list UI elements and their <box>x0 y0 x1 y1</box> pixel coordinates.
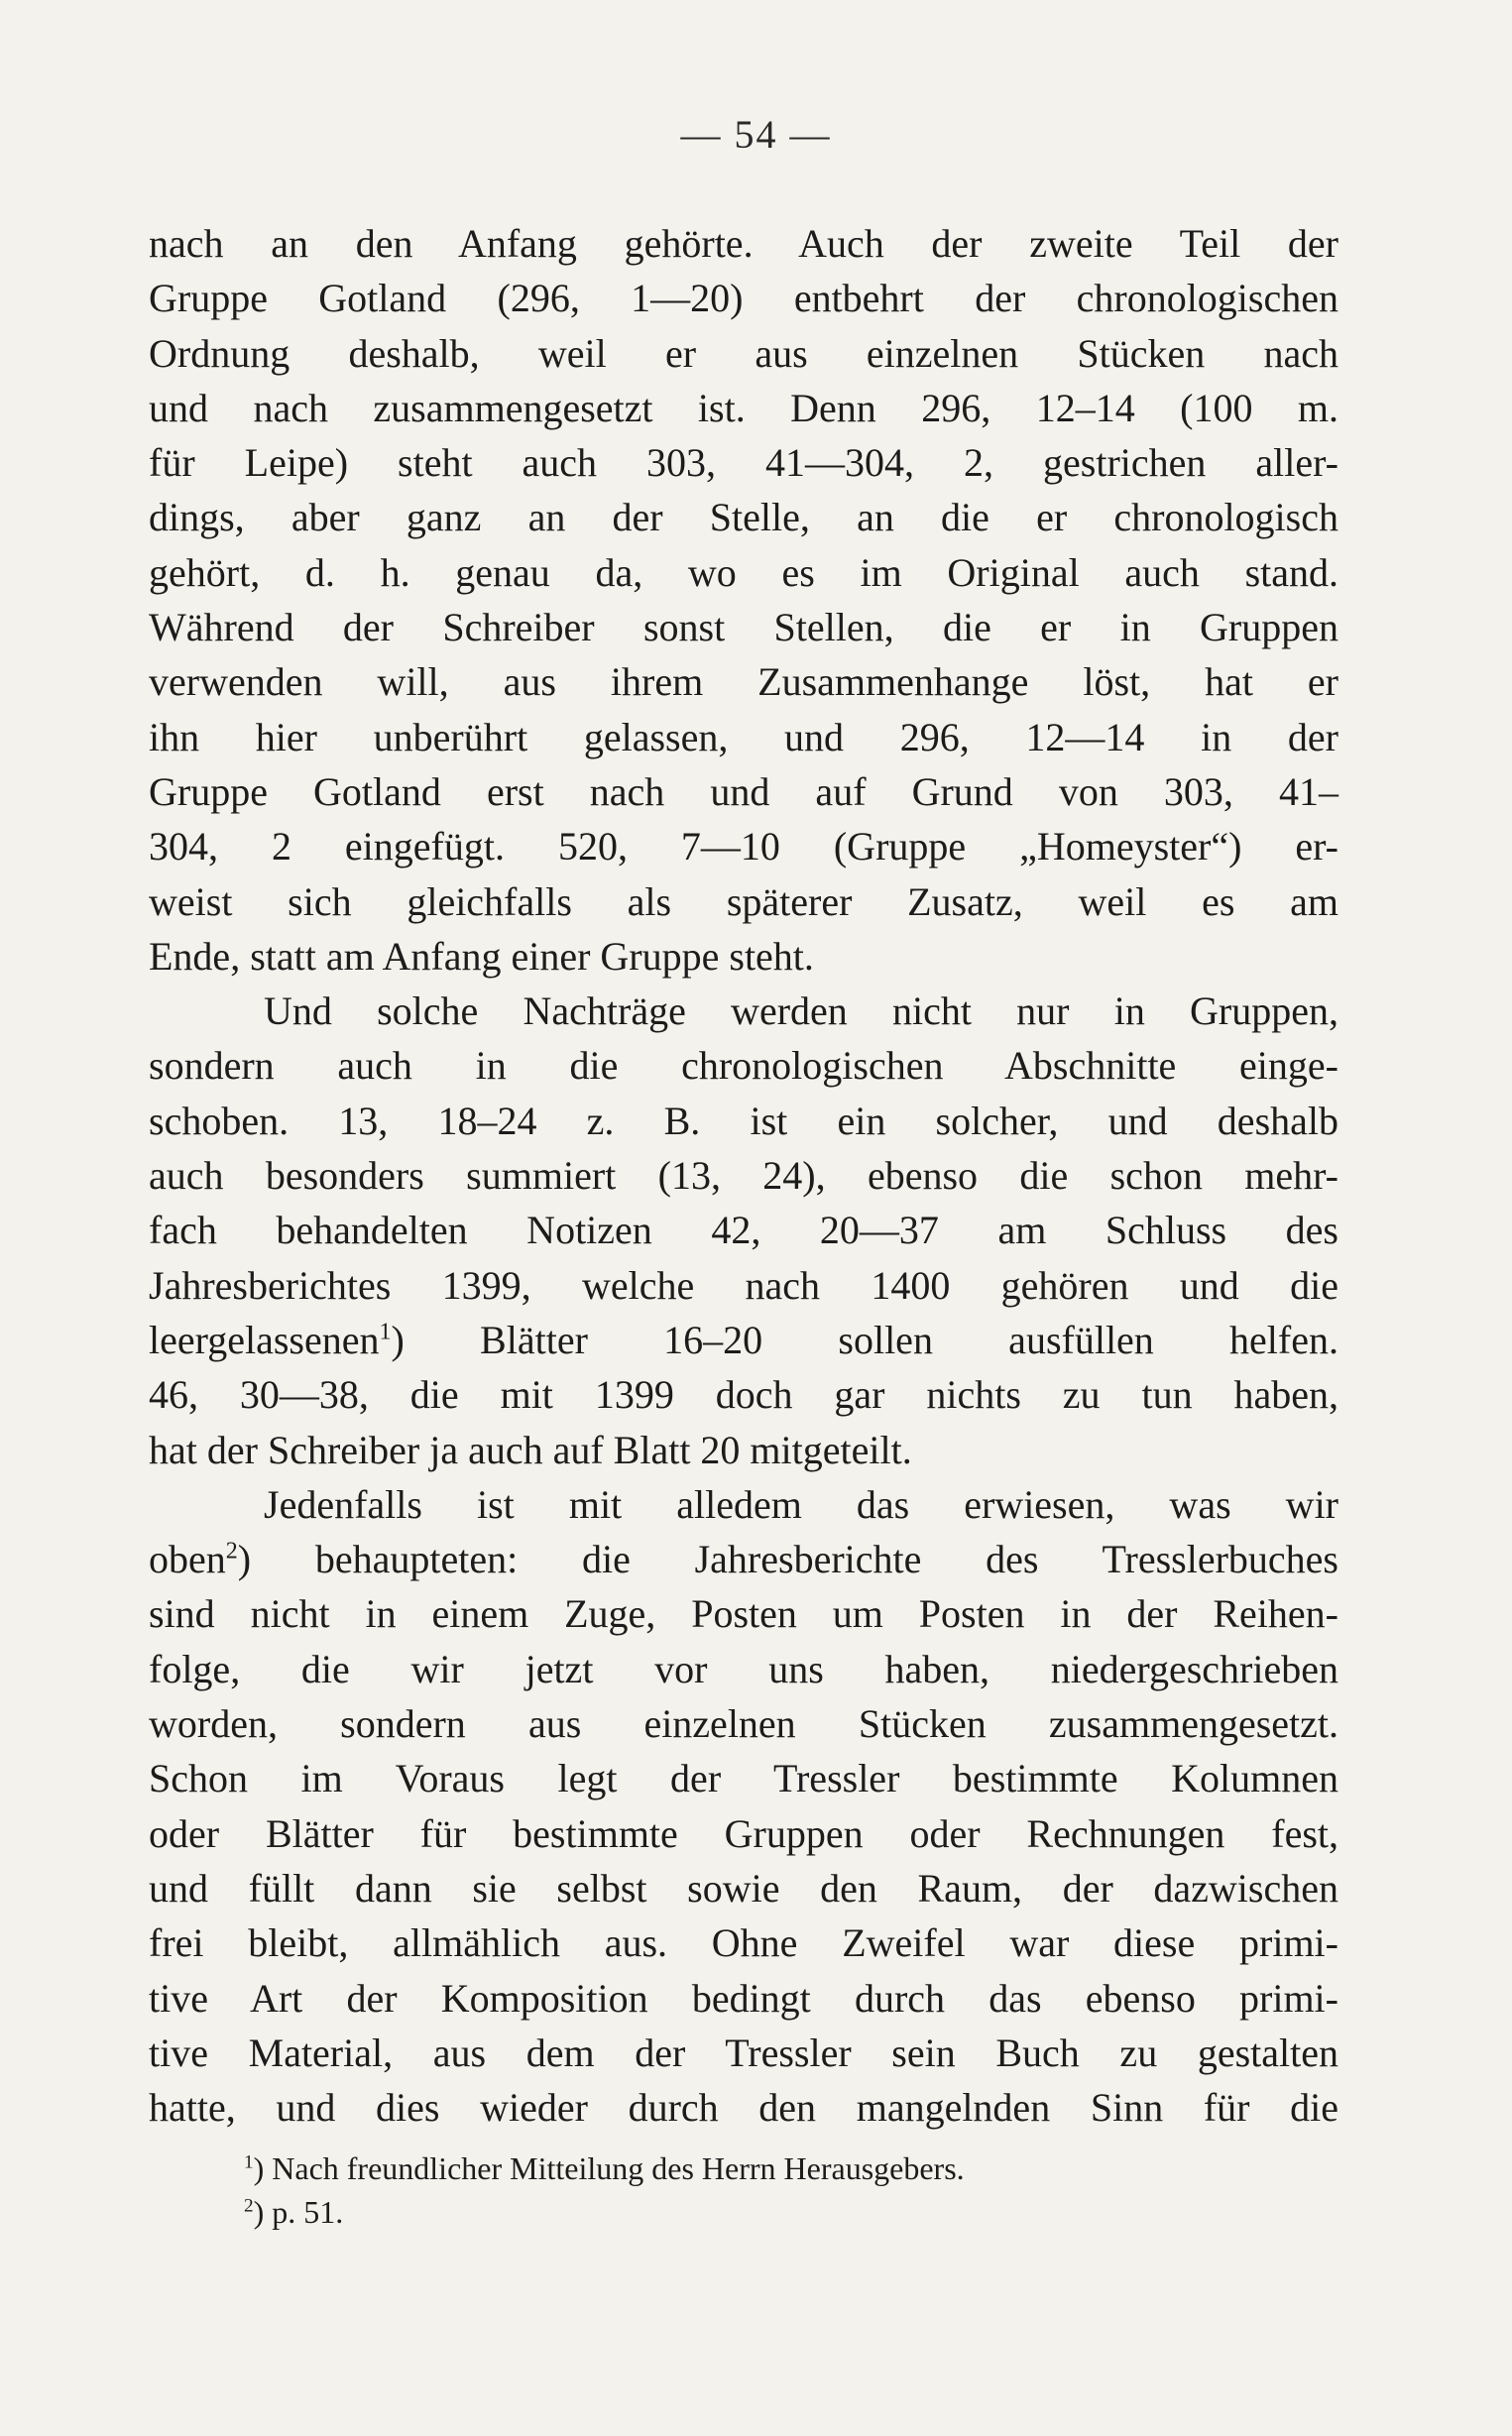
text-line: nach an den Anfang gehörte. Auch der zweite Teil der <box>149 221 1338 266</box>
text-line: schoben. 13, 18–24 z. B. ist ein solcher, und deshalb <box>149 1098 1338 1143</box>
text-line: auch besonders summiert (13, 24), ebenso die schon mehr- <box>149 1153 1338 1199</box>
text-line: sondern auch in die chronologischen Abschnitte einge- <box>149 1043 1338 1089</box>
paragraph-end-line: hat der Schreiber ja auch auf Blatt 20 mitgeteilt. <box>149 1427 912 1472</box>
line-fragment: ) Blätter 16–20 sollen ausfüllen helfen. <box>391 1317 1338 1362</box>
footnotes <box>244 2146 1285 2234</box>
paragraph-start-line: Und solche Nachträge werden nicht nur in Gruppen, <box>264 988 1338 1034</box>
line-fragment: leergelassenen <box>149 1317 380 1362</box>
body-text <box>149 216 1338 2135</box>
text-line: 304, 2 eingefügt. 520, 7—10 (Gruppe „Homeyster“) er- <box>149 824 1338 870</box>
text-line: dings, aber ganz an der Stelle, an die er chronologisch <box>149 495 1338 540</box>
text-line: Gruppe Gotland erst nach und auf Grund von 303, 41– <box>149 768 1338 814</box>
footnote-ref-1: 1 <box>379 1319 392 1345</box>
text-line: ihn hier unberührt gelassen, und 296, 12—14 in der <box>149 714 1338 759</box>
text-line: Jahresberichtes 1399, welche nach 1400 gehören und die <box>149 1262 1338 1308</box>
footnote-text: ) p. 51. <box>253 2194 344 2230</box>
text-line: verwenden will, aus ihrem Zusammenhange löst, hat er <box>149 659 1338 705</box>
text-line: Ordnung deshalb, weil er aus einzelnen Stücken nach <box>149 330 1338 376</box>
text-line: sind nicht in einem Zuge, Posten um Posten in der Reihen- <box>149 1591 1338 1637</box>
text-line-with-footnote-ref <box>149 1313 1338 1367</box>
text-line: worden, sondern aus einzelnen Stücken zusammengesetzt. <box>149 1701 1338 1747</box>
page-number: — 54 — <box>680 112 832 157</box>
line-fragment: oben <box>149 1537 226 1582</box>
text-line: und füllt dann sie selbst sowie den Raum, der dazwischen <box>149 1865 1338 1911</box>
text-line: weist sich gleichfalls als späterer Zusatz, weil es am <box>149 878 1338 924</box>
footnote-mark: 1 <box>244 2151 254 2173</box>
text-line: Während der Schreiber sonst Stellen, die er in Gruppen <box>149 605 1338 650</box>
footnote-1 <box>244 2146 1285 2190</box>
text-line: für Leipe) steht auch 303, 41—304, 2, gestrichen aller- <box>149 440 1338 486</box>
text-line-with-footnote-ref <box>149 1532 1338 1586</box>
text-line: folge, die wir jetzt vor uns haben, niedergeschrieben <box>149 1646 1338 1691</box>
text-line: 46, 30—38, die mit 1399 doch gar nichts zu tun haben, <box>149 1372 1338 1418</box>
text-line: fach behandelten Notizen 42, 20—37 am Schluss des <box>149 1208 1338 1253</box>
text-line: Gruppe Gotland (296, 1—20) entbehrt der chronologischen <box>149 276 1338 321</box>
paragraph-end-line: Ende, statt am Anfang einer Gruppe steht. <box>149 933 814 979</box>
text-line: und nach zusammengesetzt ist. Denn 296, 12–14 (100 m. <box>149 385 1338 430</box>
paragraph-start-line: Jedenfalls ist mit alledem das erwiesen, was wir <box>264 1481 1338 1527</box>
footnote-2 <box>244 2190 1285 2234</box>
line-fragment: ) behaupteten: die Jahresberichte des Tresslerbuches <box>237 1537 1338 1582</box>
footnote-ref-2: 2 <box>225 1538 238 1565</box>
text-line: frei bleibt, allmählich aus. Ohne Zweifel war diese primi- <box>149 1920 1338 1966</box>
text-line: Schon im Voraus legt der Tressler bestimmte Kolumnen <box>149 1756 1338 1801</box>
text-line: gehört, d. h. genau da, wo es im Original auch stand. <box>149 549 1338 595</box>
text-line: hatte, und dies wieder durch den mangelnden Sinn für die <box>149 2085 1338 2131</box>
footnote-text: ) Nach freundlicher Mitteilung des Herrn Herausgebers. <box>253 2150 965 2186</box>
text-line: tive Material, aus dem der Tressler sein Buch zu gestalten <box>149 2030 1338 2075</box>
text-line: tive Art der Komposition bedingt durch das ebenso primi- <box>149 1975 1338 2021</box>
text-line: oder Blätter für bestimmte Gruppen oder Rechnungen fest, <box>149 1810 1338 1856</box>
footnote-mark: 2 <box>244 2195 254 2217</box>
